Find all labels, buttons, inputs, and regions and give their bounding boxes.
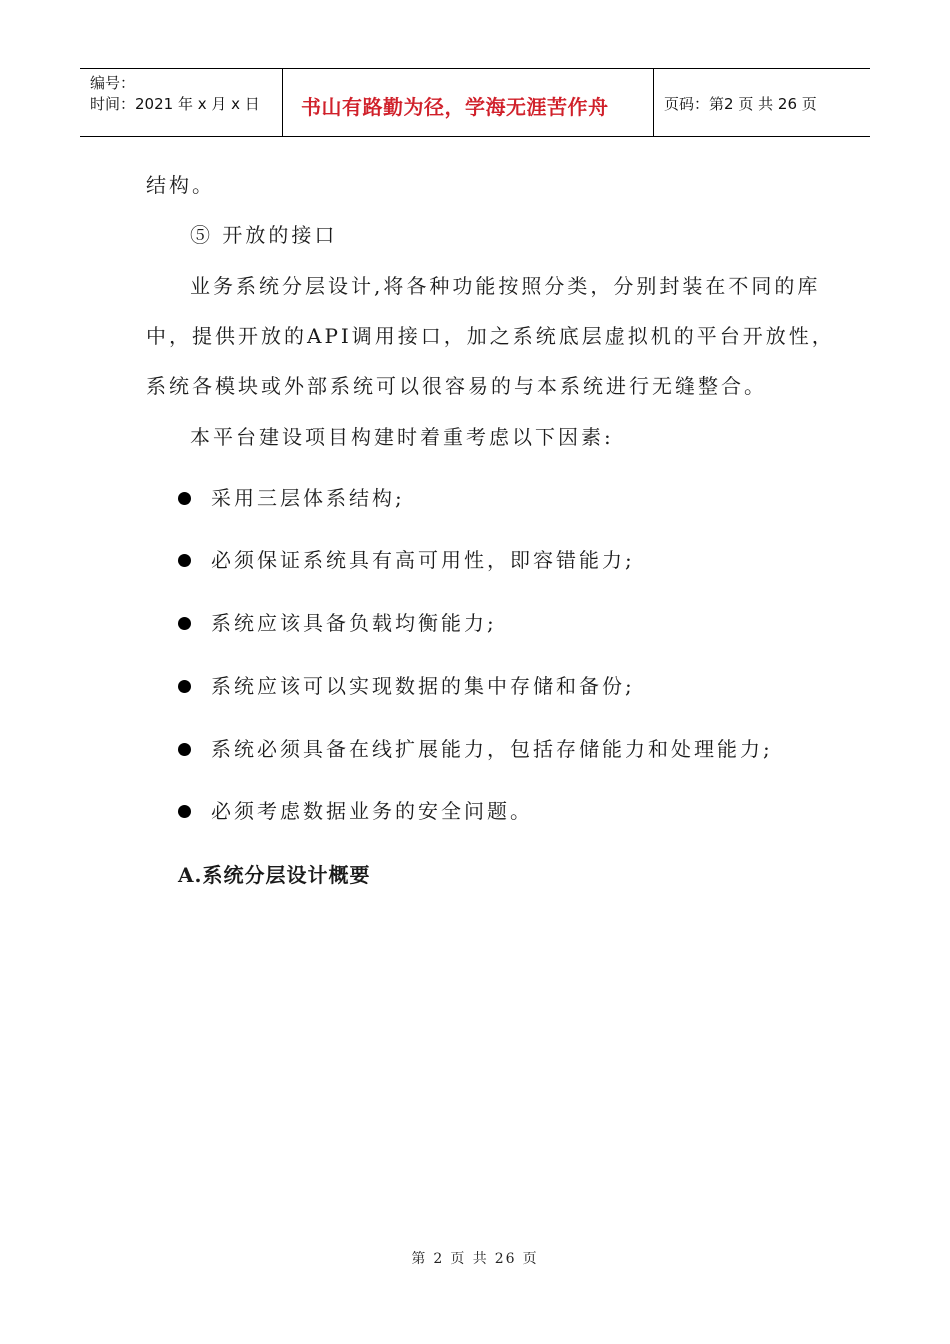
list-item-text: 系统必须具备在线扩展能力，包括存储能力和处理能力; <box>211 737 773 761</box>
list-item-text: 采用三层体系结构; <box>211 486 405 510</box>
list-item-text: 必须保证系统具有高可用性，即容错能力; <box>211 548 635 572</box>
footer-suffix: 页 <box>522 1251 539 1267</box>
header-page-info <box>664 93 817 114</box>
header-page-mid: 页 共 <box>738 95 774 113</box>
footer-mid: 页 共 <box>450 1251 489 1267</box>
document-number-label: 编号： <box>90 74 136 92</box>
page-footer <box>0 1248 950 1268</box>
document-date: 时间：2021 年 x 月 x 日 <box>90 95 260 113</box>
footer-current-page: 2 <box>433 1251 445 1267</box>
paragraph-line: 业务系统分层设计,将各种功能按照分类，分别封装在不同的库 <box>190 274 821 298</box>
list-item-text: 必须考虑数据业务的安全问题。 <box>211 799 533 823</box>
header-page-suffix: 页 <box>801 95 817 113</box>
section-heading: A.系统分层设计概要 <box>178 863 371 887</box>
bullet-icon <box>178 680 191 693</box>
header-motto: 书山有路勤为径，学海无涯苦作舟 <box>301 95 609 119</box>
body-line-structure: 结构。 <box>146 173 215 197</box>
bullet-icon <box>178 492 191 505</box>
page-header <box>80 68 870 137</box>
header-meta-cell <box>80 69 283 136</box>
paragraph-line: 中，提供开放的API调用接口，加之系统底层虚拟机的平台开放性， <box>146 324 835 348</box>
header-motto-cell <box>283 69 654 136</box>
footer-total-pages: 26 <box>494 1251 517 1267</box>
paragraph-line: 系统各模块或外部系统可以很容易的与本系统进行无缝整合。 <box>146 374 767 398</box>
header-page-total: 26 <box>777 95 797 113</box>
list-item-text: 系统应该可以实现数据的集中存储和备份; <box>211 674 635 698</box>
header-page-prefix: 页码：第 <box>664 95 725 113</box>
bullet-icon <box>178 554 191 567</box>
list-item-text: 系统应该具备负载均衡能力; <box>211 611 497 635</box>
subsection-title-open-interface: ⑤ 开放的接口 <box>190 223 338 247</box>
header-page-cell <box>654 69 870 136</box>
factors-intro: 本平台建设项目构建时着重考虑以下因素: <box>190 425 614 449</box>
bullet-icon <box>178 617 191 630</box>
footer-prefix: 第 <box>411 1251 428 1267</box>
bullet-icon <box>178 743 191 756</box>
header-page-current: 2 <box>724 95 734 113</box>
bullet-icon <box>178 805 191 818</box>
